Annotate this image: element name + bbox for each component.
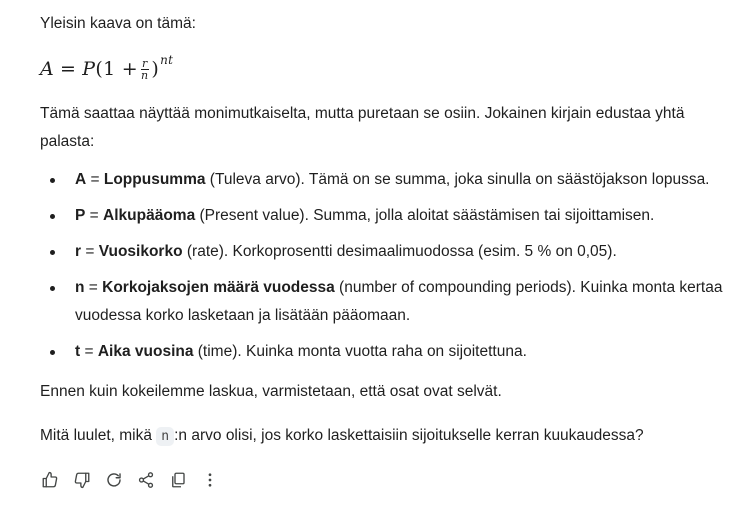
- formula-denominator: n: [141, 68, 149, 82]
- description-text: Tämä saattaa näyttää monimutkaiselta, mutta puretaan se osiin. Jokainen kirjain edustaa yhtä palasta:: [40, 105, 685, 150]
- def-text: (Present value). Summa, jolla aloitat säästämisen tai sijoittamisen.: [195, 207, 655, 224]
- list-item: [40, 202, 747, 230]
- bullet: [50, 214, 55, 219]
- formula-fraction: [140, 58, 149, 81]
- formula-open: (1 +: [95, 58, 139, 80]
- def-symbol: t: [75, 343, 81, 360]
- def-equals: =: [80, 343, 98, 360]
- regenerate-icon[interactable]: [102, 468, 126, 492]
- question-before: Mitä luulet, mikä: [40, 427, 157, 444]
- def-term: Alkupääoma: [103, 207, 196, 224]
- thumbs-up-icon[interactable]: [38, 468, 62, 492]
- formula-numerator: r: [141, 56, 148, 70]
- def-equals: =: [84, 279, 103, 296]
- def-term: Vuosikorko: [98, 243, 183, 260]
- def-term: Loppusumma: [103, 171, 206, 188]
- def-equals: =: [86, 171, 104, 188]
- def-term: Korkojaksojen määrä vuodessa: [102, 279, 335, 296]
- def-symbol: A: [75, 171, 87, 188]
- def-symbol: r: [75, 243, 82, 260]
- bullet: [50, 286, 55, 291]
- question-after: :n arvo olisi, jos korko laskettaisiin sijoitukselle kerran kuukaudessa?: [174, 427, 644, 444]
- def-equals: =: [81, 243, 99, 260]
- copy-icon[interactable]: [166, 468, 190, 492]
- bullet: [50, 250, 55, 255]
- response-actions-toolbar: [38, 468, 230, 492]
- list-item: [40, 338, 747, 366]
- list-item: [40, 166, 747, 194]
- formula-p: P: [82, 58, 96, 80]
- list-item: [40, 274, 747, 330]
- share-icon[interactable]: [134, 468, 158, 492]
- def-term: Aika vuosina: [97, 343, 194, 360]
- bullet: [50, 350, 55, 355]
- more-vertical-icon[interactable]: [198, 468, 222, 492]
- def-equals: =: [85, 207, 104, 224]
- def-text: (time). Kuinka monta vuotta raha on sijoitettuna.: [193, 343, 527, 360]
- formula-equals: =: [60, 58, 77, 80]
- intro-text: Yleisin kaava on tämä:: [40, 15, 196, 32]
- bullet: [50, 178, 55, 183]
- thumbs-down-icon[interactable]: [70, 468, 94, 492]
- definitions-list: [40, 166, 740, 366]
- paragraph-check: Ennen kuin kokeilemme laskua, varmistetaan, että osat ovat selvät.: [40, 383, 502, 400]
- def-text: (number of compounding periods). Kuinka monta kertaa vuodessa korko lasketaan ja lisätään pääomaan.: [75, 279, 723, 324]
- def-text: (Tuleva arvo). Tämä on se summa, joka sinulla on säästöjakson lopussa.: [205, 171, 710, 188]
- inline-code-n: n: [156, 427, 174, 446]
- formula-exponent: nt: [160, 53, 174, 67]
- compound-interest-formula: [40, 52, 740, 86]
- def-symbol: P: [75, 207, 86, 224]
- list-item: [40, 238, 747, 266]
- def-symbol: n: [75, 279, 85, 296]
- response-content: [40, 10, 740, 451]
- formula-a: A: [40, 58, 55, 80]
- question-text: [40, 422, 740, 451]
- formula-close: ): [151, 58, 160, 80]
- def-text: (rate). Korkoprosentti desimaalimuodossa (esim. 5 % on 0,05).: [182, 243, 617, 260]
